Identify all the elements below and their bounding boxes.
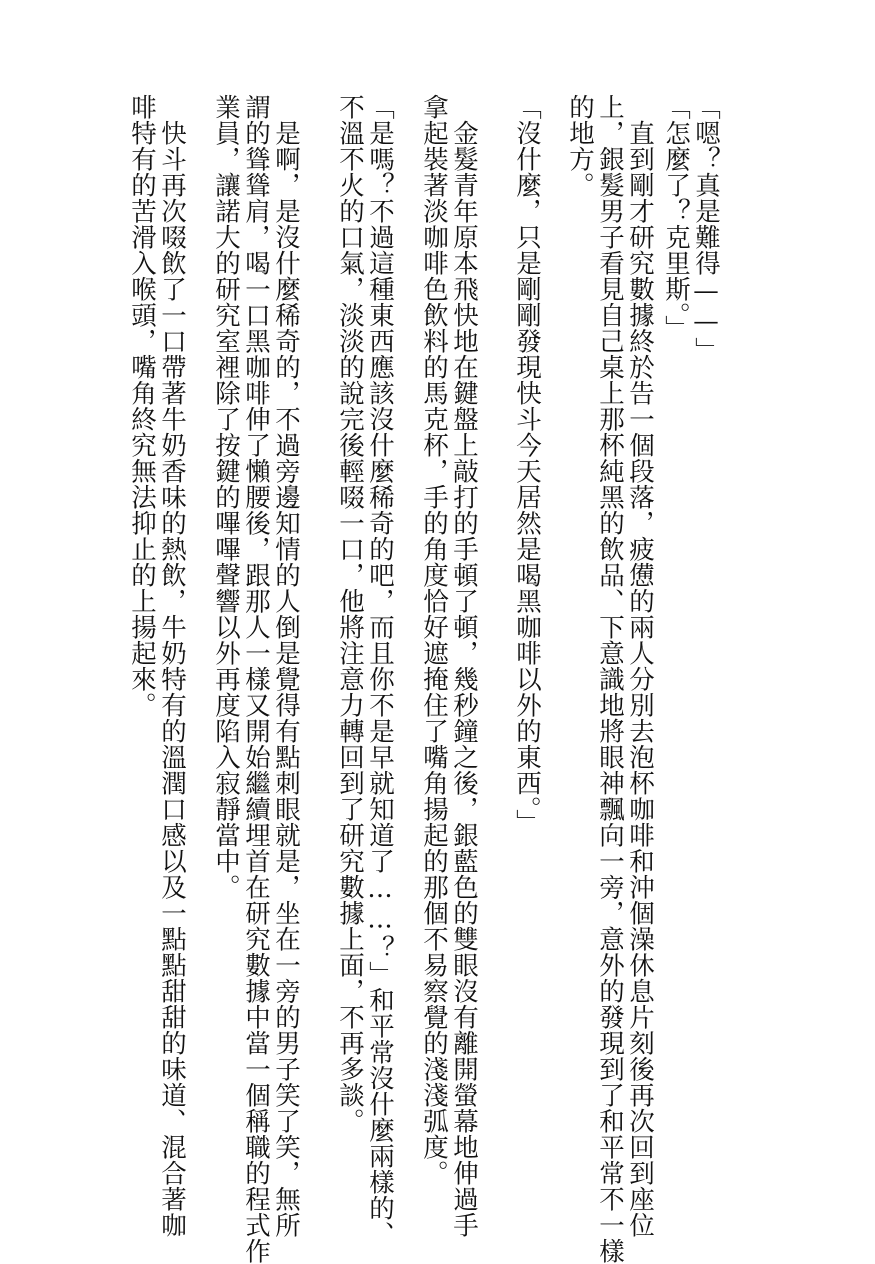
text-line: 拿起裝著淡咖啡色飲料的馬克杯，手的角度恰好遮掩住了嘴角揚起的那個不易察覺的淺淺弧度。 — [419, 94, 449, 1186]
text-line: 的地方。 — [565, 94, 595, 198]
text-line: 啡特有的苦滑入喉頭，嘴角終究無法抑止的上揚起來。 — [127, 94, 157, 718]
dialogue-line: 「沒什麼，只是剛剛發現快斗今天居然是喝黑咖啡以外的東西。」 — [512, 94, 542, 836]
dialogue-line: 「怎麼了？克里斯。」 — [661, 94, 691, 342]
text-line: 謂的聳聳肩，喝一口黑咖啡伸了懶腰後，跟那人一樣又開始繼續埋首在研究數據中當一個稱職的程式作 — [241, 94, 271, 1264]
text-line: 快斗再次啜飲了一口帶著牛奶香味的熱飲，牛奶特有的溫潤口感以及一點點甜甜的味道、混合著咖 — [157, 94, 187, 1238]
text-line: 業員，讓諾大的研究室裡除了按鍵的嗶嗶聲響以外再度陷入寂靜當中。 — [211, 94, 241, 900]
dialogue-line: 「嗯？真是難得——」 — [691, 94, 721, 363]
dialogue-line: 「是嗎？不過這種東西應該沒什麼稀奇的吧，而且你不是早就知道了……？」和平常沒什麼兩樣的、 — [365, 94, 395, 1247]
text-line: 不溫不火的口氣，淡淡的說完後輕啜一口，他將注意力轉回到了研究數據上面，不再多談。 — [335, 94, 365, 1134]
text-line: 直到剛才研究數據終於告一個段落，疲憊的兩人分別去泡杯咖啡和沖個澡休息片刻後再次回到座位 — [625, 94, 655, 1238]
text-line: 上，銀髮男子看見自己桌上那杯純黑的飲品、下意識地將眼神飄向一旁，意外的發現到了和平常不一樣 — [595, 94, 625, 1264]
text-line: 是啊，是沒什麼稀奇的，不過旁邊知情的人倒是覺得有點刺眼就是，坐在一旁的男子笑了笑，無所 — [271, 94, 301, 1238]
text-line: 金髮青年原本飛快地在鍵盤上敲打的手頓了頓，幾秒鐘之後，銀藍色的雙眼沒有離開螢幕地伸過手 — [449, 94, 479, 1238]
